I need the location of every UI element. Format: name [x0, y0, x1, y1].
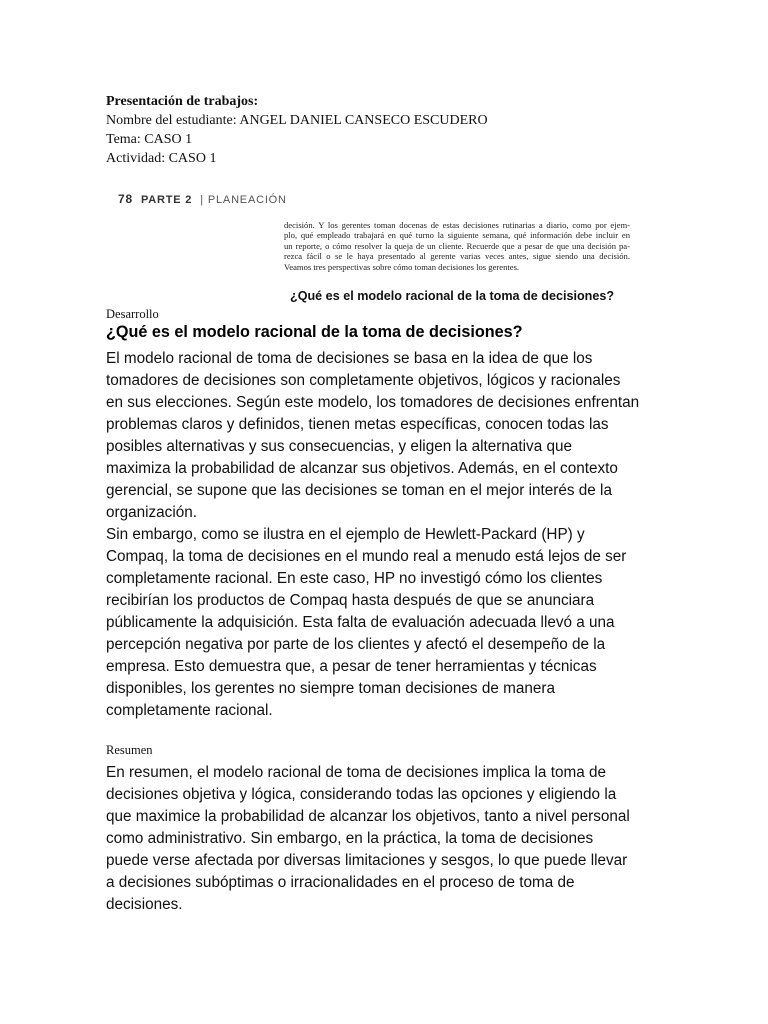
paragraph-line: gerencial, se supone que las decisiones se toman en el mejor interés de la — [106, 482, 612, 499]
paragraph-line: como administrativo. Sin embargo, en la práctica, la toma de decisiones — [106, 830, 594, 847]
paragraph-line: empresa. Esto demuestra que, a pesar de tener herramientas y técnicas — [106, 658, 597, 675]
topic-line: Tema: CASO 1 — [106, 132, 193, 147]
paragraph-line: completamente racional. — [106, 702, 273, 719]
paragraph-line: a decisiones subóptimas o irracionalidades en el proceso de toma de — [106, 874, 575, 891]
paragraph-line: tomadores de decisiones son completamente objetivos, lógicos y racionales — [106, 372, 621, 389]
development-paragraph-1 — [106, 348, 686, 524]
paragraph-line: maximiza la probabilidad de alcanzar sus objetivos. Además, en el contexto — [106, 460, 618, 477]
paragraph-line: organización. — [106, 504, 197, 521]
book-text-line: un reporte, o cómo resolver la queja de un cliente. Recuerde que a pesar de que una decisión pa- — [284, 240, 630, 251]
book-text-line: plo, qué empleado trabajará en qué turno la siguiente semana, qué información debe incluir en — [284, 230, 630, 241]
book-part-label: PARTE 2 — [140, 194, 193, 206]
activity-line: Actividad: CASO 1 — [106, 151, 217, 166]
paragraph-line: El modelo racional de toma de decisiones se basa en la idea de que los — [106, 350, 593, 367]
paragraph-line: posibles alternativas y sus consecuencias, y eligen la alternativa que — [106, 438, 572, 455]
paragraph-line: Sin embargo, como se ilustra en el ejemplo de Hewlett-Packard (HP) y — [106, 526, 585, 543]
paragraph-line: públicamente la adquisición. Esta falta de evaluación adecuada llevó a una — [106, 614, 615, 631]
book-folio — [118, 192, 287, 206]
paragraph-line: decisiones objetiva y lógica, considerando todas las opciones y eligiendo la — [106, 786, 617, 803]
book-excerpt-image — [118, 186, 638, 312]
header-title: Presentación de trabajos: — [106, 94, 259, 109]
paragraph-line: problemas claros y definidos, tienen metas específicas, conocen todas las — [106, 416, 609, 433]
summary-label: Resumen — [106, 743, 153, 757]
student-name: Nombre del estudiante: ANGEL DANIEL CANSECO ESCUDERO — [106, 113, 488, 128]
development-heading: ¿Qué es el modelo racional de la toma de decisiones? — [106, 323, 523, 341]
paragraph-line: decisiones. — [106, 896, 183, 913]
book-text — [284, 220, 630, 272]
book-separator: | — [200, 194, 204, 206]
book-text-line: rezca fácil o se le haya presentado al gerente varias veces antes, sigue siendo una decisión. — [284, 251, 630, 262]
paragraph-line: en sus elecciones. Según este modelo, los tomadores de decisiones enfrentan — [106, 394, 640, 411]
book-section-label: PLANEACIÓN — [207, 194, 287, 206]
paragraph-line: que maximice la probabilidad de alcanzar los objetivos, tanto a nivel personal — [106, 808, 630, 825]
paragraph-line: recibirían los productos de Compaq hasta después de que se anunciara — [106, 592, 595, 609]
paragraph-line: completamente racional. En este caso, HP no investigó cómo los clientes — [106, 570, 603, 587]
paragraph-line: Compaq, la toma de decisiones en el mundo real a menudo está lejos de ser — [106, 548, 627, 565]
development-paragraph-2 — [106, 524, 686, 722]
summary-paragraph — [106, 762, 686, 916]
paragraph-line: percepción negativa por parte de los clientes y afectó el desempeño de la — [106, 636, 606, 653]
paragraph-line: disponibles, los gerentes no siempre toman decisiones de manera — [106, 680, 555, 697]
book-text-line: decisión. Y los gerentes toman docenas de estas decisiones rutinarias a diario, como por ejem- — [284, 220, 630, 230]
development-label: Desarrollo — [106, 307, 159, 321]
book-heading: ¿Qué es el modelo racional de la toma de decisiones? — [290, 289, 615, 303]
paragraph-line: puede verse afectada por diversas limitaciones y sesgos, lo que puede llevar — [106, 852, 628, 869]
book-page-number: 78 — [118, 192, 133, 206]
paragraph-line: En resumen, el modelo racional de toma de decisiones implica la toma de — [106, 764, 606, 781]
document-header — [106, 92, 706, 168]
book-text-line: Veamos tres perspectivas sobre cómo toman decisiones los gerentes. — [284, 261, 520, 272]
